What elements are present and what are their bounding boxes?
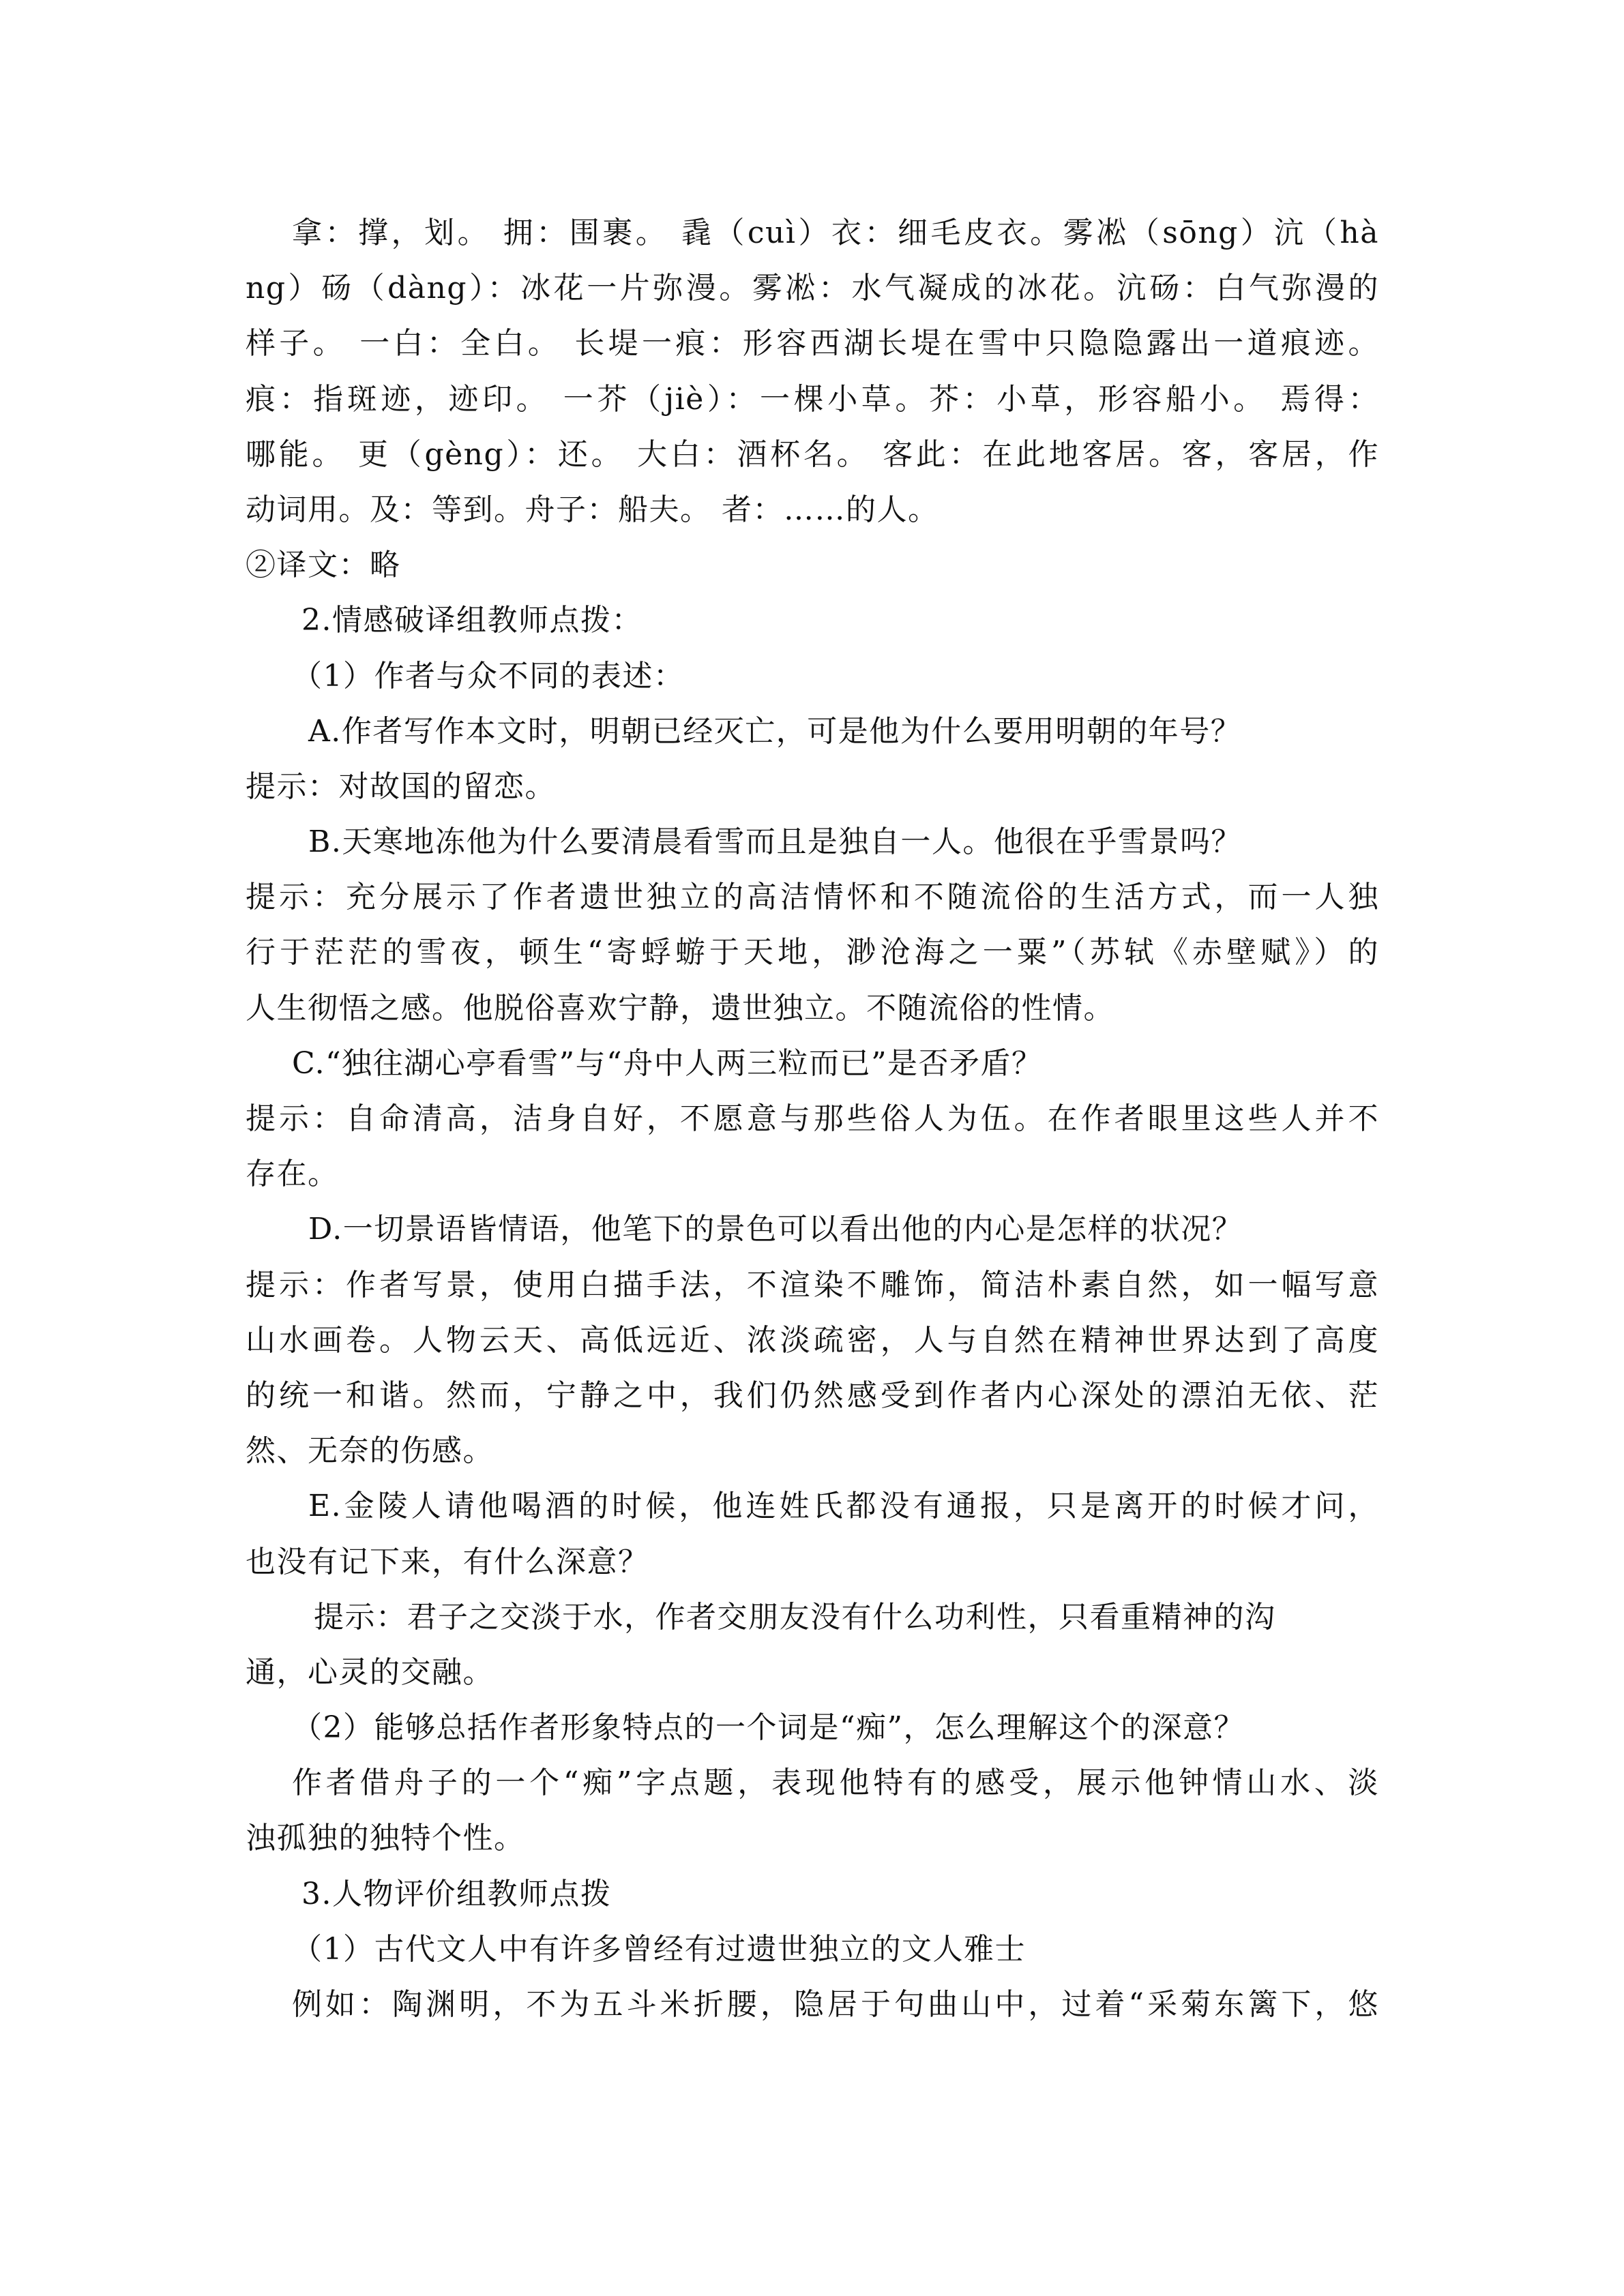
text-line: 存在。: [246, 1157, 339, 1192]
text-line: 例如：陶渊明，不为五斗米折腰，隐居于句曲山中，过着“采菊东篱下，悠: [292, 1987, 1379, 2022]
section-heading: 3.人物评价组教师点拨: [301, 1876, 612, 1911]
text-line: 人生彻悟之感。他脱俗喜欢宁静，遗世独立。不随流俗的性情。: [246, 990, 1114, 1026]
hint-line: 提示：作者写景，使用白描手法，不渲染不雕饰，简洁朴素自然，如一幅写意: [246, 1267, 1379, 1302]
question-line: D.一切景语皆情语，他笔下的景色可以看出他的内心是怎样的状况？: [308, 1212, 1243, 1247]
text-line: 拿：撑，划。 拥：围裹。 毳（cuì）衣：细毛皮衣。雾凇（sōng）沆（hà: [292, 215, 1379, 250]
subsection-heading: （1）作者与众不同的表述：: [292, 658, 685, 694]
question-line: E.金陵人请他喝酒的时候，他连姓氏都没有通报，只是离开的时候才问，: [308, 1489, 1379, 1524]
text-line: 行于茫茫的雪夜，顿生“寄蜉蝣于天地，渺沧海之一粟”（苏轼《赤壁赋》）的: [246, 935, 1379, 970]
question-line: C.“独往湖心亭看雪”与“舟中人两三粒而已”是否矛盾？: [292, 1045, 1043, 1081]
text-line: ng）砀（dàng）：冰花一片弥漫。雾凇：水气凝成的冰花。沆砀：白气弥漫的: [246, 271, 1379, 306]
text-line: 也没有记下来，有什么深意？: [246, 1544, 649, 1579]
text-line: 痕：指斑迹，迹印。 一芥（jiè）：一棵小草。芥：小草，形容船小。 焉得：: [246, 381, 1379, 417]
subsection-heading: （2）能够总括作者形象特点的一个词是“痴”，怎么理解这个的深意？: [292, 1710, 1245, 1746]
text-line: 样子。 一白：全白。 长堤一痕：形容西湖长堤在雪中只隐隐露出一道痕迹。: [246, 326, 1379, 361]
text-line: 浊孤独的独特个性。: [246, 1821, 525, 1856]
subsection-heading: （1）古代文人中有许多曾经有过遗世独立的文人雅士: [292, 1931, 1026, 1967]
hint-line: 提示：自命清高，洁身自好，不愿意与那些俗人为伍。在作者眼里这些人并不: [246, 1101, 1379, 1136]
text-line: 动词用。及：等到。舟子：船夫。 者：……的人。: [246, 492, 939, 527]
text-line: 哪能。 更（gèng）：还。 大白：酒杯名。 客此：在此地客居。客，客居，作: [246, 436, 1379, 472]
text-line: 然、无奈的伤感。: [246, 1433, 494, 1469]
text-line: 山水画卷。人物云天、高低远近、浓淡疏密，人与自然在精神世界达到了高度: [246, 1322, 1379, 1358]
text-line: 作者借舟子的一个“痴”字点题，表现他特有的感受，展示他钟情山水、淡: [292, 1765, 1379, 1801]
text-line: ②译文：略: [246, 548, 401, 583]
text-line: 的统一和谐。然而，宁静之中，我们仍然感受到作者内心深处的漂泊无依、茫: [246, 1377, 1379, 1413]
hint-line: 提示：对故国的留恋。: [246, 769, 556, 804]
text-line: 通，心灵的交融。: [246, 1654, 494, 1690]
hint-line: 提示：君子之交淡于水，作者交朋友没有什么功利性，只看重精神的沟: [314, 1599, 1276, 1635]
section-heading: 2.情感破译组教师点拨：: [301, 603, 643, 638]
document-body: [246, 205, 1379, 2032]
question-line: B.天寒地冻他为什么要清晨看雪而且是独自一人。他很在乎雪景吗？: [308, 824, 1242, 860]
question-line: A.作者写作本文时，明朝已经灭亡，可是他为什么要用明朝的年号？: [308, 713, 1242, 749]
hint-line: 提示：充分展示了作者遗世独立的高洁情怀和不随流俗的生活方式，而一人独: [246, 880, 1379, 915]
